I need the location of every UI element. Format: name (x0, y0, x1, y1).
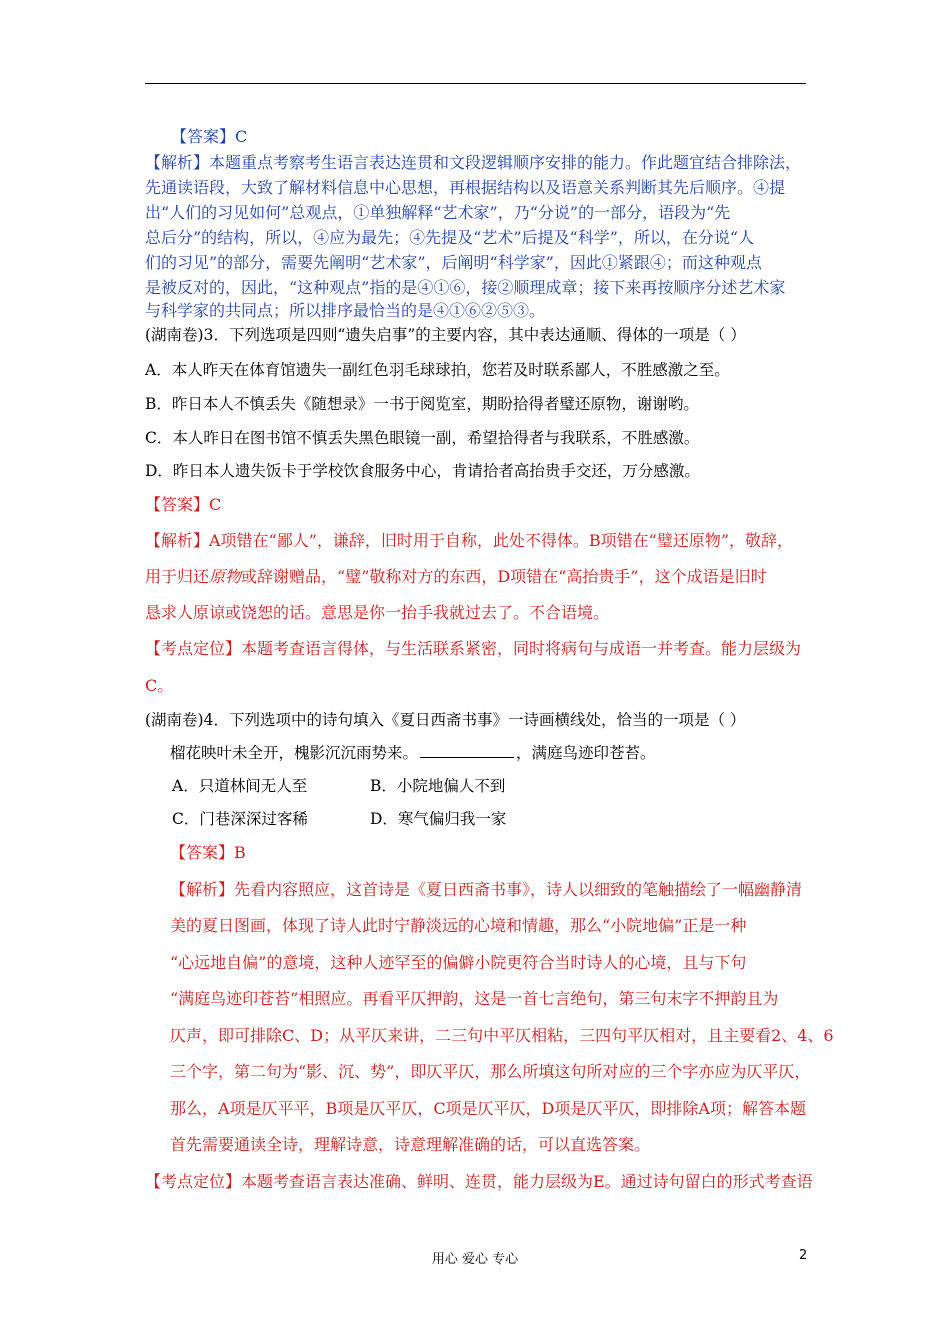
analysis-q2-line: 出“人们的习见如何”总观点，①单独解释“艺术家”，乃“分说”的一部分，语段为“先 (145, 203, 731, 222)
analysis-q2-line: 先通读语段，大致了解材料信息中心思想，再根据结构以及语意关系判断其先后顺序。④提 (145, 178, 786, 197)
question-3-option: B．昨日本人不慎丢失《随想录》一书于阅览室，期盼拾得者璧还原物，谢谢哟。 (145, 395, 699, 413)
question-4-option: D．寒气偏归我一家 (370, 810, 507, 828)
point-q3-line: 【考点定位】本题考查语言得体，与生活联系紧密，同时将病句与成语一并考查。能力层级为 (145, 639, 802, 658)
analysis-q3-line: 【解析】A项错在“鄙人”，谦辞，旧时用于自称，此处不得体。B项错在“璧还原物”，敬辞， (145, 531, 794, 550)
poem-blank (420, 742, 514, 758)
question-3-stem: (湖南卷)3．下列选项是四则“遗失启事”的主要内容，其中表达通顺、得体的一项是（ ） (145, 326, 746, 344)
question-3-option: C．本人昨日在图书馆不慎丢失黑色眼镜一副，希望拾得者与我联系，不胜感激。 (145, 429, 700, 447)
analysis-q2-line: 们的习见”的部分，需要先阐明“艺术家”，后阐明“科学家”，因此①紧跟④；而这种观点 (145, 253, 762, 272)
analysis-q4-line: 美的夏日图画，体现了诗人此时宁静淡远的心境和情趣，那么“小院地偏”正是一种 (170, 916, 747, 935)
analysis-q3-text: 或辞谢赠品，“璧”敬称对方的东西，D项错在“高抬贵手”，这个成语是旧时 (241, 567, 767, 586)
question-4-stem: (湖南卷)4．下列选项中的诗句填入《夏日西斋书事》一诗画横线处，恰当的一项是（ ） (145, 711, 746, 729)
answer-q4: 【答案】B (170, 843, 246, 862)
answer-q3: 【答案】C (145, 495, 222, 514)
analysis-q4-line: 那么，A项是仄平平，B项是仄平仄，C项是仄平仄，D项是仄平仄，即排除A项；解答本题 (170, 1099, 806, 1118)
analysis-q4-line: 三个字，第二句为“影、沉、势”，即仄平仄，那么所填这句所对应的三个字亦应为仄平仄， (170, 1062, 811, 1081)
question-3-option: A．本人昨天在体育馆遗失一副红色羽毛球球拍，您若及时联系鄙人，不胜感激之至。 (145, 361, 730, 379)
analysis-q4-line: 【解析】先看内容照应，这首诗是《夏日西斋书事》，诗人以细致的笔触描绘了一幅幽静清 (170, 880, 803, 899)
header-rule (145, 83, 806, 84)
question-4-option: B．小院地偏人不到 (370, 777, 506, 795)
analysis-q4-line: “心远地自偏”的意境，这种人迹罕至的偏僻小院更符合当时诗人的心境，且与下句 (170, 953, 747, 972)
analysis-q2-line: 与科学家的共同点；所以排序最恰当的是④①⑥②⑤③。 (145, 301, 546, 320)
analysis-q3-line: 恳求人原谅或饶恕的话。意思是你一抬手我就过去了。不合语境。 (145, 603, 610, 622)
page-number: 2 (799, 1248, 808, 1263)
poem-first-part: 榴花映叶未全开，槐影沉沉雨势来。 (170, 744, 419, 762)
analysis-q2-line: 是被反对的，因此，“这种观点”指的是④①⑥，接②顺理成章；接下来再按顺序分述艺术家 (145, 278, 786, 297)
analysis-q3-emphasis: 原物 (209, 567, 242, 586)
question-4-poem (170, 742, 656, 764)
question-4-option: A．只道林间无人至 (172, 777, 308, 795)
analysis-q4-line: “满庭鸟迹印苍苔”相照应。再看平仄押韵，这是一首七言绝句，第三句末字不押韵且为 (170, 989, 779, 1008)
analysis-q4-line: 首先需要通读全诗，理解诗意，诗意理解准确的话，可以直选答案。 (170, 1135, 651, 1154)
analysis-q4-line: 仄声，即可排除C、D；从平仄来讲，二三句中平仄相粘，三四句平仄相对，且主要看2、4、6 (170, 1026, 834, 1045)
analysis-q3-line (145, 566, 767, 588)
question-3-option: D．昨日本人遗失饭卡于学校饮食服务中心，肯请拾者高抬贵手交还，万分感激。 (145, 462, 700, 480)
answer-q2: 【答案】C (171, 127, 248, 146)
question-4-option: C．门巷深深过客稀 (172, 810, 308, 828)
point-q4-line: 【考点定位】本题考查语言表达准确、鲜明、连贯，能力层级为E。通过诗句留白的形式考查语 (145, 1172, 813, 1191)
analysis-q3-text: 用于归还 (145, 567, 210, 586)
page-footer: 用心 爱心 专心 (431, 1252, 519, 1267)
point-q3-line: C。 (145, 676, 174, 695)
analysis-q2-line: 【解析】本题重点考察考生语言表达连贯和文段逻辑顺序安排的能力。作此题宜结合排除法， (145, 153, 802, 172)
poem-second-part: ，满庭鸟迹印苍苔。 (516, 744, 656, 762)
analysis-q2-line: 总后分”的结构，所以，④应为最先；④先提及“艺术”后提及“科学”，所以，在分说“人 (145, 228, 755, 247)
